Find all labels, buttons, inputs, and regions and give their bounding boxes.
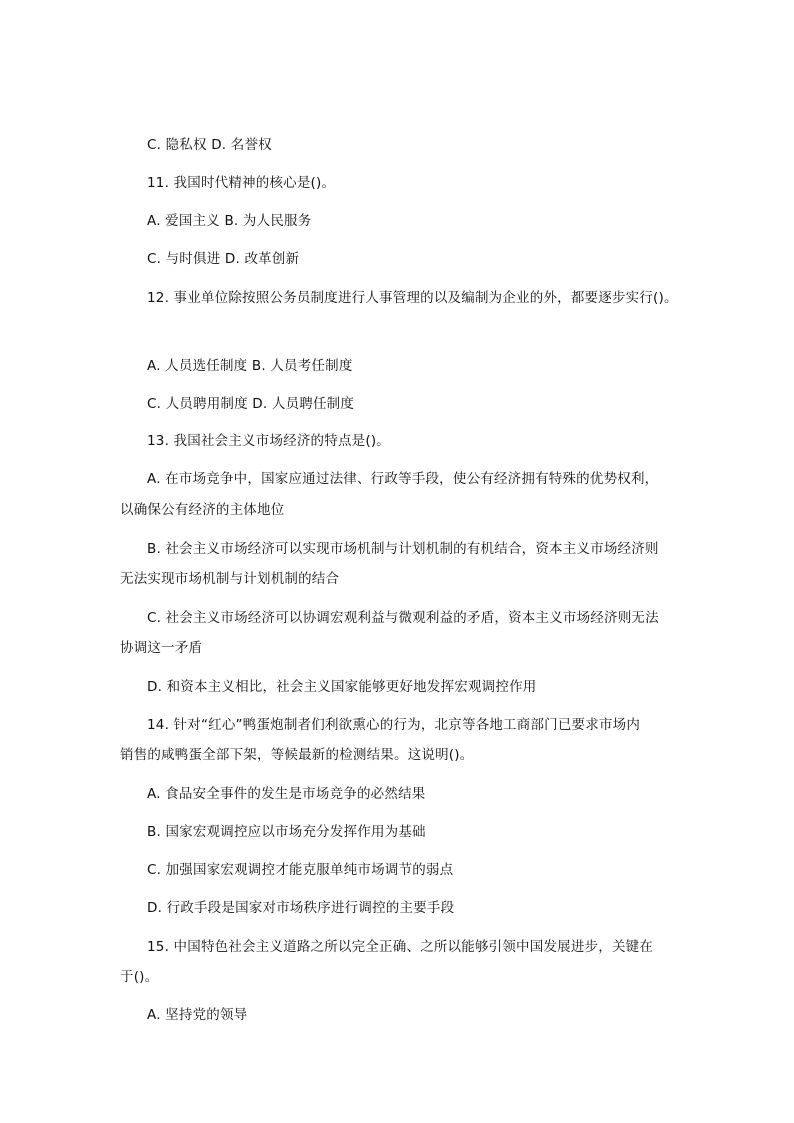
q12-options-cd: C. 人员聘用制度 D. 人员聘任制度 [147, 396, 355, 412]
q12-stem: 12. 事业单位除按照公务员制度进行人事管理的以及编制为企业的外，都要逐步实行()。 [147, 290, 678, 306]
q14-option-a: A. 食品安全事件的发生是市场竞争的必然结果 [147, 786, 426, 802]
q14-option-d: D. 行政手段是国家对市场秩序进行调控的主要手段 [147, 900, 455, 916]
q13-option-b-cont: 无法实现市场机制与计划机制的结合 [120, 571, 340, 587]
q11-options-ab: A. 爱国主义 B. 为人民服务 [147, 213, 312, 229]
q15-option-a: A. 坚持党的领导 [147, 1007, 248, 1023]
q15-stem: 15. 中国特色社会主义道路之所以完全正确、之所以能够引领中国发展进步，关键在 [147, 939, 654, 955]
q13-stem: 13. 我国社会主义市场经济的特点是()。 [147, 433, 390, 449]
q13-option-a-cont: 以确保公有经济的主体地位 [120, 502, 285, 518]
q13-option-a: A. 在市场竞争中，国家应通过法律、行政等手段，使公有经济拥有特殊的优势权利， [147, 471, 659, 487]
q13-option-c: C. 社会主义市场经济可以协调宏观利益与微观利益的矛盾，资本主义市场经济则无法 [147, 610, 659, 626]
q11-options-cd: C. 与时俱进 D. 改革创新 [147, 251, 300, 267]
q14-stem-cont: 销售的咸鸭蛋全部下架，等候最新的检测结果。这说明()。 [120, 747, 474, 763]
q14-option-c: C. 加强国家宏观调控才能克服单纯市场调节的弱点 [147, 862, 454, 878]
q14-option-b: B. 国家宏观调控应以市场充分发挥作用为基础 [147, 824, 426, 840]
q10-options-cd: C. 隐私权 D. 名誉权 [147, 137, 272, 153]
q13-option-c-cont: 协调这一矛盾 [120, 640, 203, 656]
q12-options-ab: A. 人员选任制度 B. 人员考任制度 [147, 358, 353, 374]
q11-stem: 11. 我国时代精神的核心是()。 [147, 175, 336, 191]
q15-stem-cont: 于()。 [120, 969, 159, 985]
q13-option-b: B. 社会主义市场经济可以实现市场机制与计划机制的有机结合，资本主义市场经济则 [147, 541, 659, 557]
q13-option-d: D. 和资本主义相比，社会主义国家能够更好地发挥宏观调控作用 [147, 679, 537, 695]
q14-stem: 14. 针对“红心”鸭蛋炮制者们利欲熏心的行为，北京等各地工商部门已要求市场内 [147, 717, 641, 733]
